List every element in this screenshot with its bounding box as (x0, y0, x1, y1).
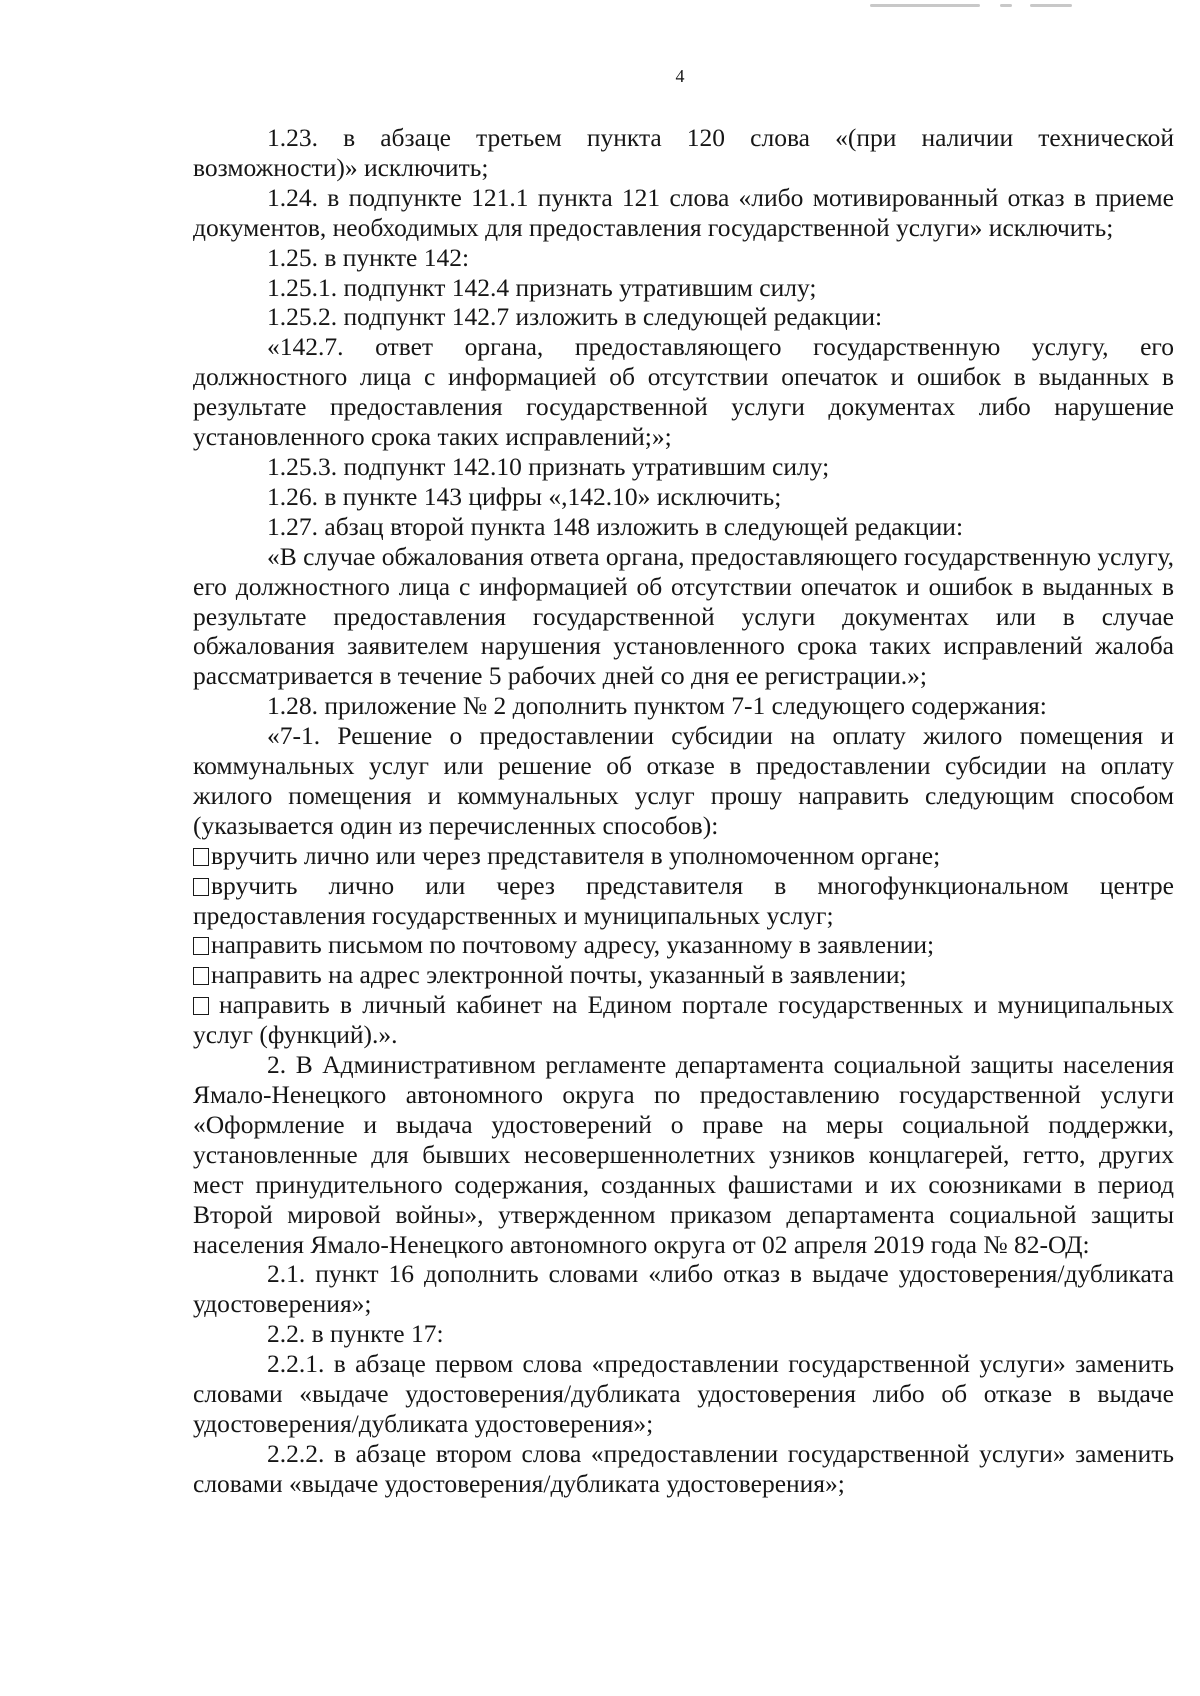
checkbox-option (193, 990, 1174, 1050)
scan-artifact (1030, 4, 1072, 7)
checkbox-icon (193, 878, 209, 896)
paragraph: 1.25.1. подпункт 142.4 признать утратившим силу; (267, 272, 817, 302)
scan-artifact (1000, 4, 1012, 7)
checkbox-option-label: вручить лично или через представителя в уполномоченном органе; (211, 840, 941, 870)
checkbox-option (193, 930, 1174, 960)
paragraph: 1.28. приложение № 2 дополнить пунктом 7-1 следующего содержания: (267, 691, 1047, 721)
paragraph: 2.2.1. в абзаце первом слова «предоставлении государственной услуги» заменить словами «выдаче удостоверения/дубликата удостоверения либо об отказе в выдаче удостоверения/дубликата удостоверения»; (193, 1349, 1174, 1438)
paragraph: 1.25. в пункте 142: (267, 242, 470, 272)
page-number: 4 (675, 66, 685, 86)
scan-artifact (870, 4, 980, 7)
document-body (193, 123, 1174, 1499)
paragraph: 2.2.2. в абзаце втором слова «предоставлении государственной услуги» заменить словами «выдаче удостоверения/дубликата удостоверения»; (193, 1438, 1174, 1498)
checkbox-option (193, 960, 1174, 990)
paragraph: 1.25.3. подпункт 142.10 признать утратившим силу; (267, 451, 830, 481)
checkbox-option (193, 871, 1174, 931)
checkbox-icon (193, 848, 209, 866)
paragraph: 1.26. в пункте 143 цифры «,142.10» исключить; (267, 481, 782, 511)
checkbox-option (193, 841, 1174, 871)
paragraph: 2.2. в пункте 17: (267, 1319, 444, 1349)
paragraph: 1.27. абзац второй пункта 148 изложить в следующей редакции: (267, 511, 964, 541)
paragraph: 1.25.2. подпункт 142.7 изложить в следующей редакции: (267, 302, 883, 332)
checkbox-option-label: направить в личный кабинет на Едином портале государственных и муниципальных услуг (функций).». (193, 990, 1174, 1050)
checkbox-option-label: вручить лично или через представителя в многофункциональном центре предоставления государственных и муниципальных услуг; (193, 870, 1174, 930)
checkbox-option-label: направить письмом по почтовому адресу, указанному в заявлении; (211, 930, 935, 960)
paragraph: 2.1. пункт 16 дополнить словами «либо отказ в выдаче удостоверения/дубликата удостоверения»; (193, 1259, 1174, 1319)
paragraph: «7-1. Решение о предоставлении субсидии на оплату жилого помещения и коммунальных услуг или решение об отказе в предоставлении субсидии на оплату жилого помещения и коммунальных услуг прошу направить следующим способом (указывается один из перечисленных способов): (193, 721, 1174, 840)
paragraph: 2. В Административном регламенте департамента социальной защиты населения Ямало-Ненецкого автономного округа по предоставлению государственной услуги «Оформление и выдача удостоверений о праве на меры социальной поддержки, установленные для бывших несовершеннолетних узников концлагерей, гетто, других мест принудительного содержания, созданных фашистами и их союзниками в период Второй мировой войны», утвержденном приказом департамента социальной защиты населения Ямало-Ненецкого автономного округа от 02 апреля 2019 года № 82-ОД: (193, 1050, 1174, 1259)
checkbox-option-label: направить на адрес электронной почты, указанный в заявлении; (211, 960, 907, 990)
checkbox-icon (193, 967, 209, 985)
checkbox-icon (193, 997, 209, 1015)
paragraph: «142.7. ответ органа, предоставляющего государственную услугу, его должностного лица с информацией об отсутствии опечаток и ошибок в выданных в результате предоставления государственной услуги документах либо нарушение установленного срока таких исправлений;»; (193, 332, 1174, 452)
paragraph: 1.23. в абзаце третьем пункта 120 слова «(при наличии технической возможности)» исключить; (193, 123, 1174, 182)
paragraph: 1.24. в подпункте 121.1 пункта 121 слова «либо мотивированный отказ в приеме документов, необходимых для предоставления государственной услуги» исключить; (193, 182, 1174, 242)
paragraph: «В случае обжалования ответа органа, предоставляющего государственную услугу, его должностного лица с информацией об отсутствии опечаток и ошибок в выданных в результате предоставления государственной услуги документах или в случае обжалования заявителем нарушения установленного срока таких исправлений жалоба рассматривается в течение 5 рабочих дней со дня ее регистрации.»; (193, 541, 1174, 691)
checkbox-icon (193, 937, 209, 955)
